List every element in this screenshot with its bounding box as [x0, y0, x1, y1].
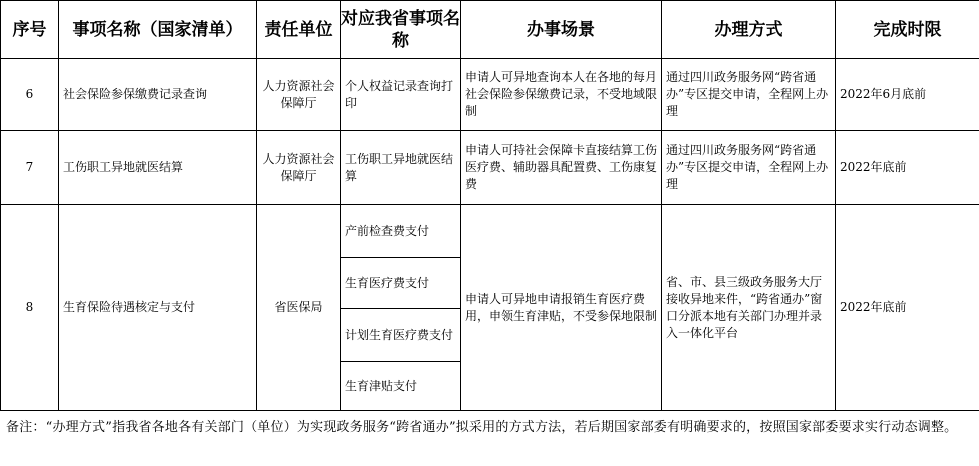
row-no: 8 [1, 205, 59, 411]
row-province-item: 生育津贴支付 [341, 362, 461, 411]
header-row [1, 1, 979, 59]
header-cell-deadline: 完成时限 [836, 1, 979, 59]
table-row [1, 131, 979, 205]
row-province-item: 个人权益记录查询打印 [341, 59, 461, 131]
row-unit: 人力资源社会保障厅 [257, 59, 341, 131]
header-cell-method: 办理方式 [662, 1, 836, 59]
header-cell-no: 序号 [1, 1, 59, 59]
row-method: 省、市、县三级政务服务大厅接收异地来件，“跨省通办”窗口分派本地有关部门办理并录入一体化平台 [662, 205, 836, 411]
row-item-name: 社会保险参保缴费记录查询 [59, 59, 257, 131]
row-province-item: 产前检查费支付 [341, 205, 461, 258]
row-scene: 申请人可异地查询本人在各地的每月社会保险参保缴费记录，不受地域限制 [461, 59, 662, 131]
row-province-item: 计划生育医疗费支付 [341, 309, 461, 362]
row-unit: 省医保局 [257, 205, 341, 411]
row-province-item: 生育医疗费支付 [341, 258, 461, 309]
row-scene: 申请人可持社会保障卡直接结算工伤医疗费、辅助器具配置费、工伤康复费 [461, 131, 662, 205]
header-cell-scene: 办事场景 [461, 1, 662, 59]
header-cell-item: 事项名称（国家清单） [59, 1, 257, 59]
row-deadline: 2022年底前 [836, 131, 979, 205]
row-unit: 人力资源社会保障厅 [257, 131, 341, 205]
row-deadline: 2022年6月底前 [836, 59, 979, 131]
row-method: 通过四川政务服务网“跨省通办”专区提交申请，全程网上办理 [662, 59, 836, 131]
row-item-name: 生育保险待遇核定与支付 [59, 205, 257, 411]
row-no: 6 [1, 59, 59, 131]
row-item-name: 工伤职工异地就医结算 [59, 131, 257, 205]
table-row [1, 205, 979, 258]
row-no: 7 [1, 131, 59, 205]
header-province-item-text: 对应我省事项名称 [341, 8, 460, 51]
footnote: 备注：“办理方式”指我省各地各有关部门（单位）为实现政务服务“跨省通办”拟采用的方式方法，若后期国家部委有明确要求的，按照国家部委要求实行动态调整。 [6, 420, 958, 435]
header-cell-unit: 责任单位 [257, 1, 341, 59]
row-province-item: 工伤职工异地就医结算 [341, 131, 461, 205]
row-deadline: 2022年底前 [836, 205, 979, 411]
row-method: 通过四川政务服务网“跨省通办”专区提交申请，全程网上办理 [662, 131, 836, 205]
header-cell-province-item [341, 1, 461, 59]
table-row [1, 59, 979, 131]
row-scene: 申请人可异地申请报销生育医疗费用，申领生育津贴，不受参保地限制 [461, 205, 662, 411]
